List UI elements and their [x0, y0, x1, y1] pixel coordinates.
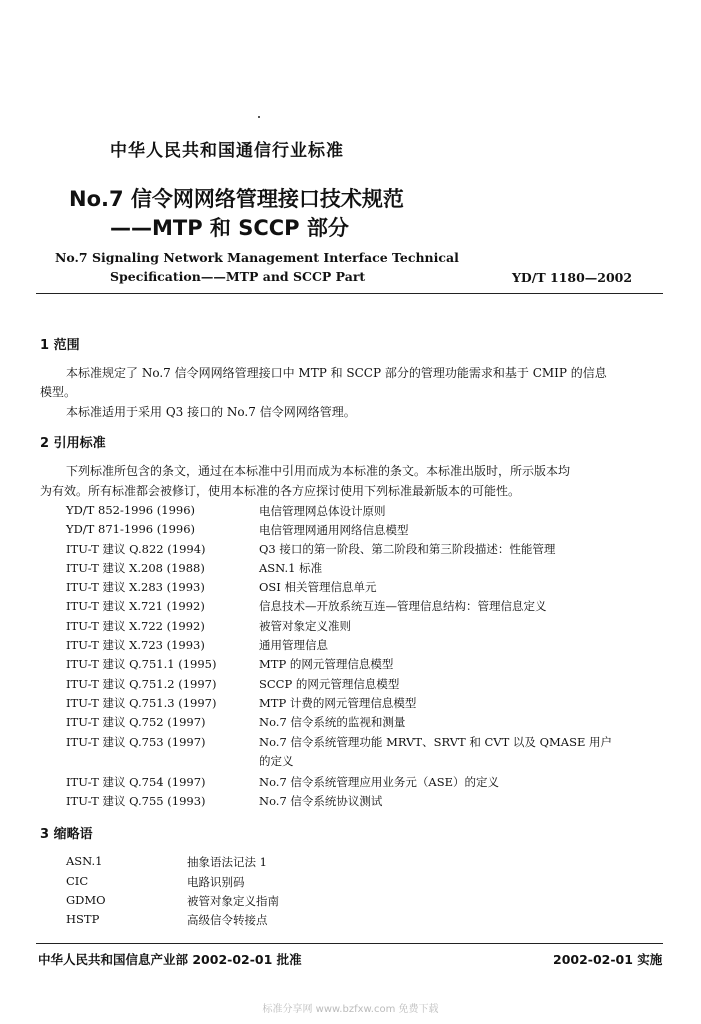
section-1-title: 1 范围: [40, 338, 80, 353]
abbreviation-meaning: 抽象语法记法 1: [187, 855, 267, 869]
reference-title: ASN.1 标准: [259, 561, 323, 575]
reference-title: 电信管理网总体设计原则: [259, 504, 386, 518]
reference-title: SCCP 的网元管理信息模型: [259, 677, 400, 691]
reference-code: ITU-T 建议 Q.751.1 (1995): [66, 657, 217, 671]
abbreviation-code: HSTP: [66, 912, 100, 926]
abbreviation-code: ASN.1: [66, 854, 103, 868]
document-title-line2: ——MTP 和 SCCP 部分: [110, 216, 349, 240]
reference-code: ITU-T 建议 X.722 (1992): [66, 619, 205, 633]
scan-dot: [258, 116, 260, 118]
reference-code: ITU-T 建议 Q.753 (1997): [66, 735, 206, 749]
reference-code: ITU-T 建议 Q.822 (1994): [66, 542, 206, 556]
reference-title: No.7 信令系统管理功能 MRVT、SRVT 和 CVT 以及 QMASE 用户: [259, 735, 612, 749]
reference-code: ITU-T 建议 X.721 (1992): [66, 599, 205, 613]
reference-code: YD/T 852-1996 (1996): [66, 503, 196, 517]
reference-title: No.7 信令系统管理应用业务元（ASE）的定义: [259, 775, 499, 789]
standard-code: YD/T 1180—2002: [512, 270, 633, 285]
reference-code: YD/T 871-1996 (1996): [66, 522, 196, 536]
reference-code: ITU-T 建议 X.208 (1988): [66, 561, 205, 575]
reference-title: 通用管理信息: [259, 638, 328, 652]
reference-code: ITU-T 建议 Q.751.2 (1997): [66, 677, 217, 691]
reference-title-cont: 的定义: [259, 754, 294, 768]
section-1-paragraph-1-cont: 模型。: [40, 385, 77, 399]
section-1-paragraph-2: 本标准适用于采用 Q3 接口的 No.7 信令网网络管理。: [66, 405, 356, 419]
abbreviation-meaning: 高级信令转接点: [187, 913, 268, 927]
watermark-text: 标准分享网 www.bzfxw.com 免费下载: [262, 1004, 439, 1015]
reference-title: 信息技术—开放系统互连—管理信息结构：管理信息定义: [259, 599, 547, 613]
reference-code: ITU-T 建议 Q.754 (1997): [66, 775, 206, 789]
reference-code: ITU-T 建议 Q.755 (1993): [66, 794, 206, 808]
abbreviation-meaning: 被管对象定义指南: [187, 894, 279, 908]
footer-rule: [36, 943, 663, 944]
reference-code: ITU-T 建议 Q.752 (1997): [66, 715, 206, 729]
section-3-title: 3 缩略语: [40, 827, 93, 842]
reference-code: ITU-T 建议 X.283 (1993): [66, 580, 205, 594]
implementation-date: 2002-02-01 实施: [553, 952, 663, 967]
reference-title: 电信管理网通用网络信息模型: [259, 523, 409, 537]
reference-title: No.7 信令系统协议测试: [259, 794, 383, 808]
approval-note: 中华人民共和国信息产业部 2002-02-01 批准: [38, 952, 302, 967]
header-rule: [36, 293, 663, 294]
abbreviation-code: GDMO: [66, 893, 106, 907]
english-title-line2: Specification——MTP and SCCP Part: [110, 269, 366, 284]
english-title-line1: No.7 Signaling Network Management Interface Technical: [55, 250, 459, 265]
section-2-paragraph-cont: 为有效。所有标准都会被修订，使用本标准的各方应探讨使用下列标准最新版本的可能性。: [40, 484, 521, 498]
reference-title: Q3 接口的第一阶段、第二阶段和第三阶段描述：性能管理: [259, 542, 556, 556]
section-2-title: 2 引用标准: [40, 436, 106, 451]
standard-org-title: 中华人民共和国通信行业标准: [110, 141, 344, 161]
section-1-paragraph-1: 本标准规定了 No.7 信令网网络管理接口中 MTP 和 SCCP 部分的管理功能需求和基于 CMIP 的信息: [66, 366, 607, 380]
reference-code: ITU-T 建议 Q.751.3 (1997): [66, 696, 217, 710]
document-title-line1: No.7 信令网网络管理接口技术规范: [69, 187, 404, 211]
reference-title: No.7 信令系统的监视和测量: [259, 715, 406, 729]
abbreviation-code: CIC: [66, 874, 89, 888]
reference-code: ITU-T 建议 X.723 (1993): [66, 638, 205, 652]
abbreviation-meaning: 电路识别码: [187, 875, 245, 889]
reference-title: OSI 相关管理信息单元: [259, 580, 377, 594]
section-2-paragraph: 下列标准所包含的条文，通过在本标准中引用而成为本标准的条文。本标准出版时，所示版本均: [66, 464, 571, 478]
reference-title: 被管对象定义准则: [259, 619, 351, 633]
reference-title: MTP 的网元管理信息模型: [259, 657, 394, 671]
reference-title: MTP 计费的网元管理信息模型: [259, 696, 417, 710]
